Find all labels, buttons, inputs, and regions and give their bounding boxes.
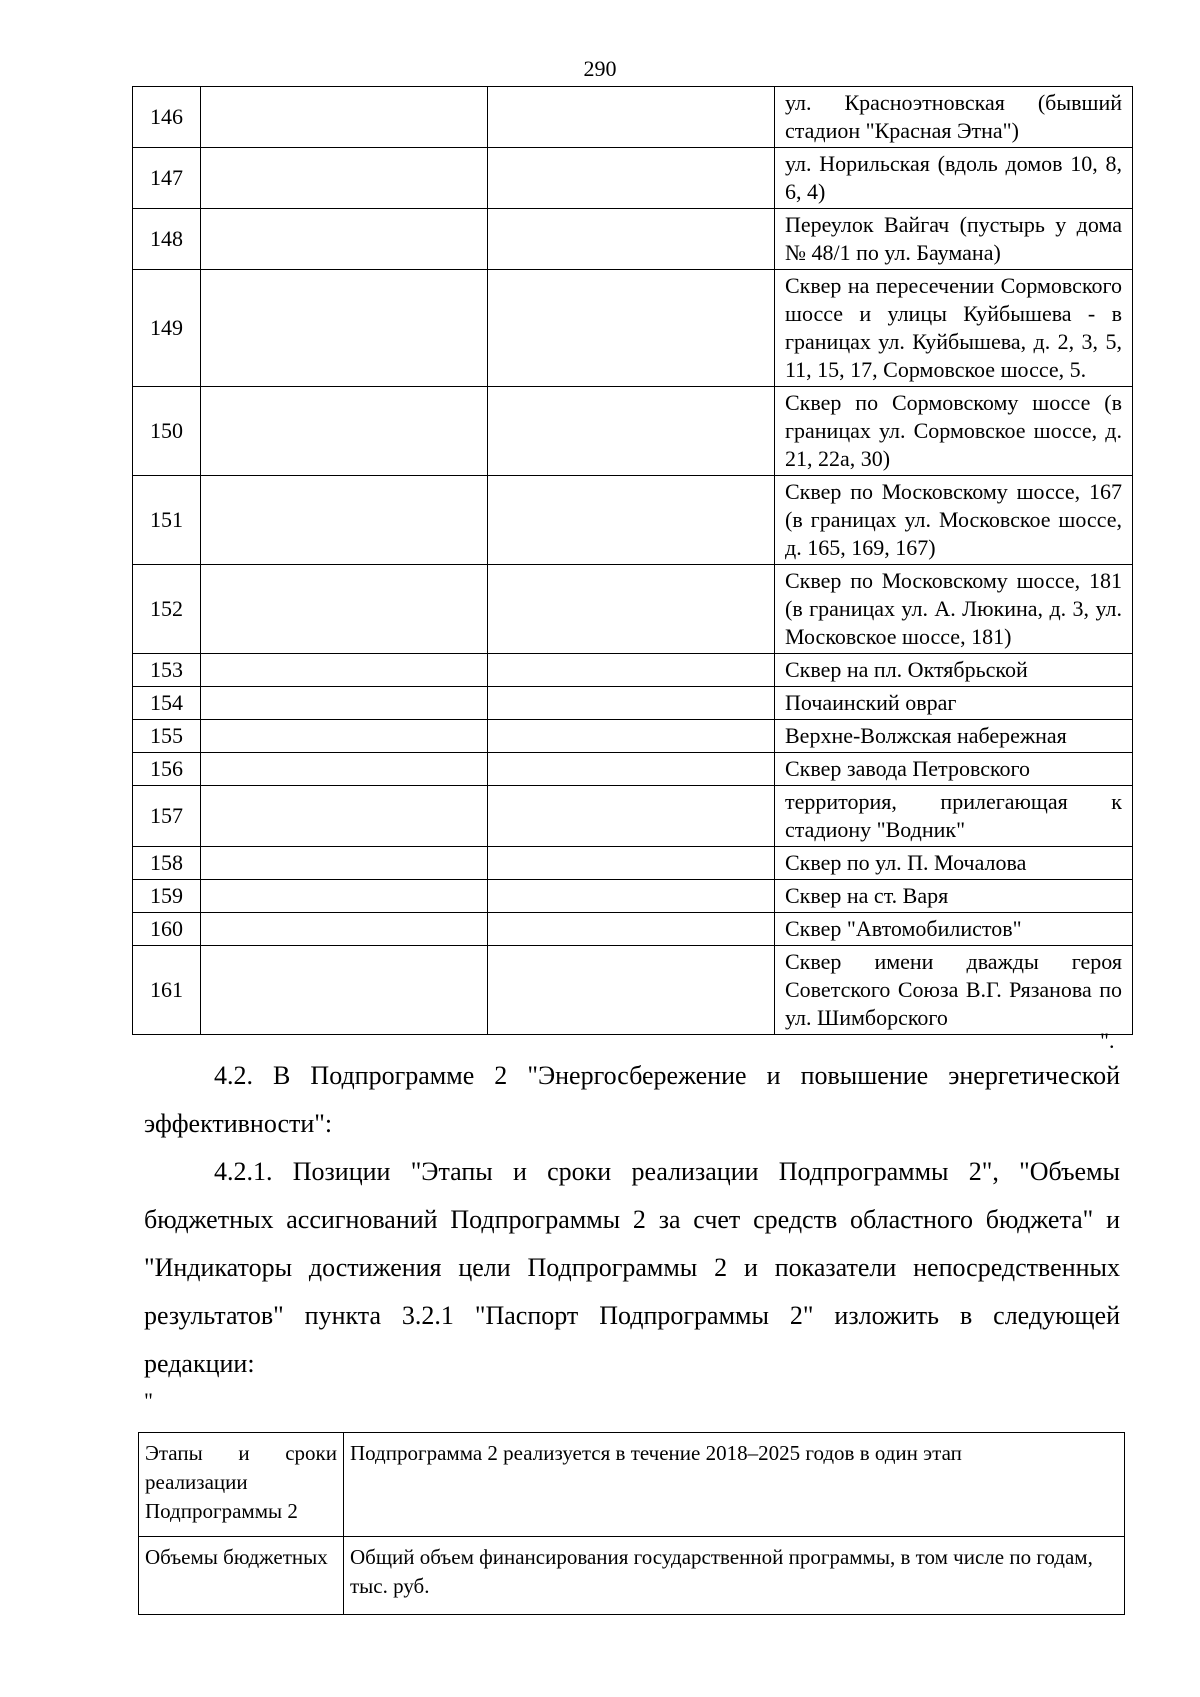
table-row	[133, 687, 1133, 720]
empty-cell	[488, 270, 775, 387]
row-number: 150	[133, 387, 201, 476]
table-row	[133, 87, 1133, 148]
empty-cell	[201, 387, 488, 476]
row-place: Сквер на пересечении Сормовского шоссе и улицы Куйбышева - в границах ул. Куйбышева, д. 2, 3, 5, 11, 15, 17, Сормовское шоссе, 5.	[775, 270, 1133, 387]
empty-cell	[201, 946, 488, 1035]
table-row	[133, 654, 1133, 687]
empty-cell	[488, 847, 775, 880]
passport-row-stages	[139, 1433, 1125, 1537]
empty-cell	[488, 786, 775, 847]
empty-cell	[201, 753, 488, 786]
empty-cell	[201, 148, 488, 209]
empty-cell	[488, 654, 775, 687]
empty-cell	[201, 654, 488, 687]
table-row	[133, 880, 1133, 913]
empty-cell	[201, 270, 488, 387]
table-row	[133, 148, 1133, 209]
empty-cell	[488, 209, 775, 270]
passport-label-budget: Объемы бюджетных	[139, 1537, 344, 1615]
row-place: Сквер "Автомобилистов"	[775, 913, 1133, 946]
table-row	[133, 753, 1133, 786]
row-place: Сквер по Московскому шоссе, 181 (в границах ул. А. Люкина, д. 3, ул. Московское шоссе, 181)	[775, 565, 1133, 654]
closing-quote: ".	[1100, 1028, 1115, 1053]
empty-cell	[201, 87, 488, 148]
empty-cell	[201, 565, 488, 654]
empty-cell	[488, 913, 775, 946]
row-number: 153	[133, 654, 201, 687]
passport-table	[138, 1432, 1125, 1615]
row-place: Сквер завода Петровского	[775, 753, 1133, 786]
row-place: Сквер по ул. П. Мочалова	[775, 847, 1133, 880]
row-place: ул. Норильская (вдоль домов 10, 8, 6, 4)	[775, 148, 1133, 209]
passport-label-stages: Этапы и сроки реализации Подпрограммы 2	[139, 1433, 344, 1537]
table-row	[133, 847, 1133, 880]
empty-cell	[201, 880, 488, 913]
row-number: 156	[133, 753, 201, 786]
empty-cell	[488, 753, 775, 786]
empty-cell	[201, 720, 488, 753]
row-place: Почаинский овраг	[775, 687, 1133, 720]
row-number: 152	[133, 565, 201, 654]
table-row	[133, 270, 1133, 387]
row-number: 158	[133, 847, 201, 880]
row-number: 154	[133, 687, 201, 720]
row-number: 160	[133, 913, 201, 946]
passport-row-budget	[139, 1537, 1125, 1615]
empty-cell	[201, 786, 488, 847]
table-row	[133, 209, 1133, 270]
table-row	[133, 946, 1133, 1035]
row-number: 155	[133, 720, 201, 753]
table-row	[133, 720, 1133, 753]
row-place: Переулок Вайгач (пустырь у дома № 48/1 по ул. Баумана)	[775, 209, 1133, 270]
empty-cell	[488, 565, 775, 654]
empty-cell	[488, 87, 775, 148]
empty-cell	[488, 946, 775, 1035]
empty-cell	[488, 476, 775, 565]
row-number: 146	[133, 87, 201, 148]
table-row	[133, 476, 1133, 565]
table-row	[133, 565, 1133, 654]
empty-cell	[488, 148, 775, 209]
empty-cell	[488, 720, 775, 753]
row-place: ул. Красноэтновская (бывший стадион "Красная Этна")	[775, 87, 1133, 148]
passport-value-budget: Общий объем финансирования государственной программы, в том числе по годам, тыс. руб.	[344, 1537, 1125, 1615]
row-number: 149	[133, 270, 201, 387]
open-quote: "	[144, 1388, 153, 1413]
row-place: Сквер имени дважды героя Советского Союза В.Г. Рязанова по ул. Шимборского	[775, 946, 1133, 1035]
row-number: 148	[133, 209, 201, 270]
empty-cell	[488, 880, 775, 913]
row-number: 151	[133, 476, 201, 565]
empty-cell	[201, 847, 488, 880]
row-place: Сквер по Московскому шоссе, 167 (в границах ул. Московское шоссе, д. 165, 169, 167)	[775, 476, 1133, 565]
row-place: территория, прилегающая к стадиону "Водник"	[775, 786, 1133, 847]
row-place: Сквер по Сормовскому шоссе (в границах ул. Сормовское шоссе, д. 21, 22а, 30)	[775, 387, 1133, 476]
empty-cell	[201, 476, 488, 565]
passport-value-stages: Подпрограмма 2 реализуется в течение 2018–2025 годов в один этап	[344, 1433, 1125, 1537]
empty-cell	[201, 687, 488, 720]
paragraph-4-2-1: 4.2.1. Позиции "Этапы и сроки реализации Подпрограммы 2", "Объемы бюджетных ассигнований Подпрограммы 2 за счет средств областного бюджета" и "Индикаторы достижения цели Подпрограммы 2 и показатели непосредственных результатов" пункта 3.2.1 "Паспорт Подпрограммы 2" изложить в следующей редакции:	[144, 1157, 1120, 1378]
row-number: 157	[133, 786, 201, 847]
row-place: Верхне-Волжская набережная	[775, 720, 1133, 753]
empty-cell	[201, 209, 488, 270]
empty-cell	[488, 387, 775, 476]
territories-table	[132, 86, 1133, 1035]
empty-cell	[488, 687, 775, 720]
page-number: 290	[583, 56, 617, 81]
empty-cell	[201, 913, 488, 946]
table-row	[133, 786, 1133, 847]
table-row	[133, 387, 1133, 476]
table-row	[133, 913, 1133, 946]
row-number: 159	[133, 880, 201, 913]
row-number: 161	[133, 946, 201, 1035]
paragraph-4-2: 4.2. В Подпрограмме 2 "Энергосбережение и повышение энергетической эффективности":	[144, 1061, 1120, 1138]
row-place: Сквер на ст. Варя	[775, 880, 1133, 913]
row-place: Сквер на пл. Октябрьской	[775, 654, 1133, 687]
row-number: 147	[133, 148, 201, 209]
